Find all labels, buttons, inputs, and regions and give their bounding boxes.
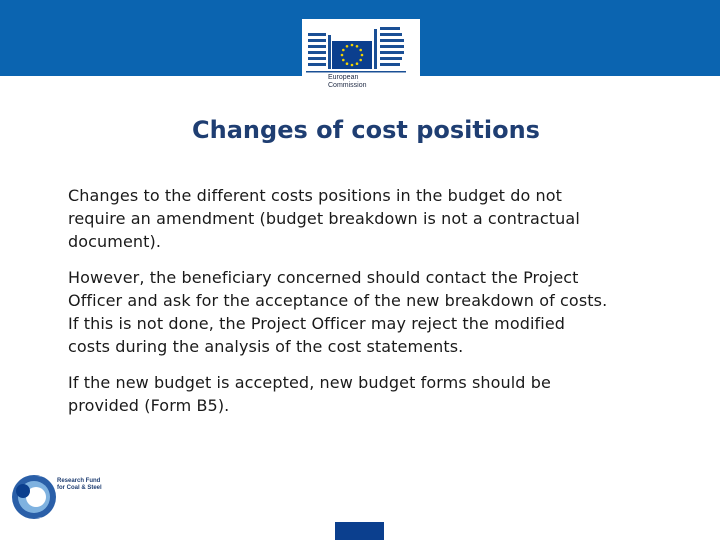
- paragraph-3: [68, 371, 708, 417]
- body-line: require an amendment (budget breakdown is not a contractual: [68, 209, 580, 228]
- body-line: However, the beneficiary concerned should contact the Project: [68, 268, 579, 287]
- slide-body: [68, 184, 708, 430]
- body-line: Officer and ask for the acceptance of the new breakdown of costs.: [68, 291, 608, 310]
- slide-title: Changes of cost positions: [192, 116, 540, 144]
- body-line: costs during the analysis of the cost statements.: [68, 337, 464, 356]
- body-line: document).: [68, 232, 162, 251]
- body-line: Changes to the different costs positions in the budget do not: [68, 186, 563, 205]
- logo-line-european: European: [328, 74, 359, 81]
- rfcs-line-2: for Coal & Steel: [57, 485, 102, 491]
- rfcs-line-1: Research Fund: [57, 478, 101, 484]
- logo-caption: [328, 74, 388, 90]
- paragraph-1: [68, 184, 708, 253]
- body-line: provided (Form B5).: [68, 396, 230, 415]
- body-line: If the new budget is accepted, new budget forms should be: [68, 373, 551, 392]
- logo-line-commission: Commission: [328, 82, 367, 89]
- european-commission-logo: [302, 19, 420, 99]
- paragraph-2: [68, 266, 708, 358]
- research-fund-caption: [57, 478, 102, 492]
- bottom-tab-decoration: [335, 522, 384, 540]
- body-line: If this is not done, the Project Officer may reject the modified: [68, 314, 566, 333]
